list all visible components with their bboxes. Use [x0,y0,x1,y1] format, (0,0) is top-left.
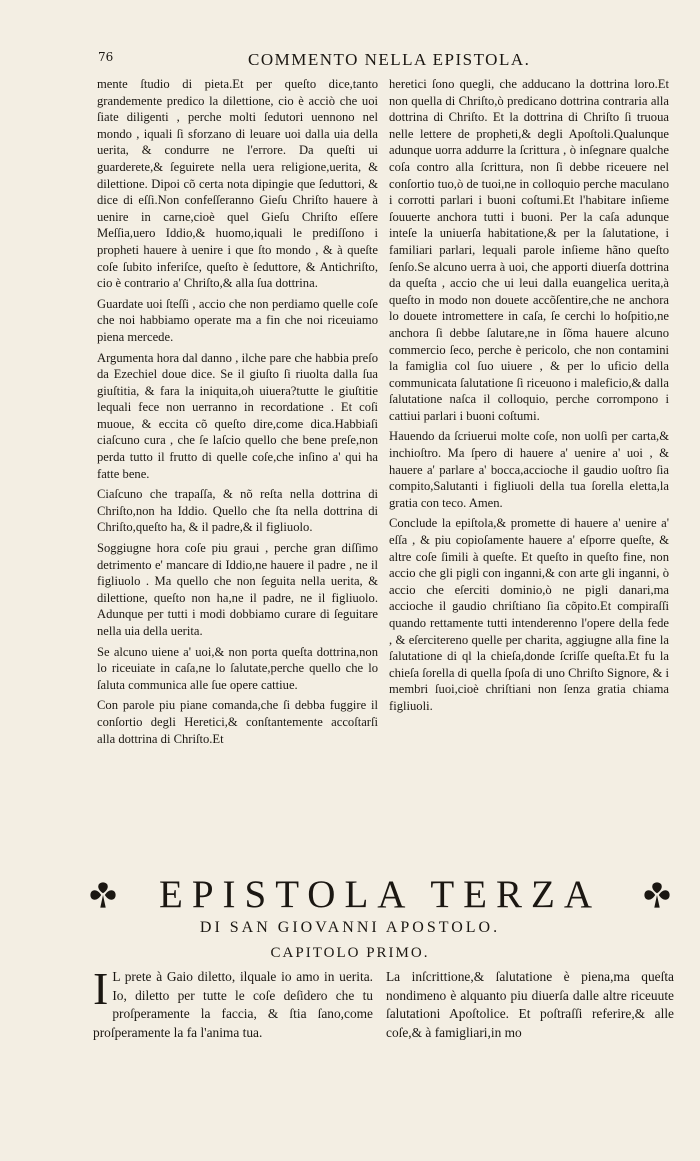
epistle-title-row [85,872,675,917]
paragraph: Hauendo da ſcriuerui molte coſe, non uolſi per carta,& inchioſtro. Ma ſpero di hauere a' uenire a' uoi , & hauere a' parlare a' bocca,accioche il gaudio uoſtro ſia compito,Salutanti i figliuoli della tua ſorella eletta,la gratia con teco. Amen. [389,429,669,510]
paragraph: Conclude la epiſtola,& promette di hauere a' uenire a' eſſa , & piu copioſamente hauere a' eſporre queſte, & altre coſe ſimili à queſte. Et queſto in queſto fine, non accio che gli pigli con inganni,& con arte gli inganni, ò accio che eſerciti dominio,ò ne pigli danari,ma accioche il gaudio chriſtiano ſia cõpito.Et compiraſſi quando rettamente tutti intenderenno l'opere della fede , & eſercitereno quelle per charita, aggiugne alla fine la ſalutatione di ql la chieſa,donde ſcriſſe queſta.Et fu la chieſa ſorella di quella ſpoſa di uno Chriſto Signore, & i membri ſuoi,cioè chriſtiani non ſenza gratia chiama figliuoli. [389,516,669,713]
epistle-title: EPISTOLA TERZA [159,873,601,916]
commentary-body: La inſcrittione,& ſalutatione è piena,ma queſta nondimeno è alquanto piu diuerſa dalle altre riceuute ſalutationi Apoſtolice. Et poſtraſſi referire,& alle coſe,& à famigliari,in mo [386,969,674,1040]
fleuron-ornament-icon [639,877,675,913]
chapter-heading: CAPITOLO PRIMO. [270,945,430,961]
paragraph: Con parole piu piane comanda,che ſi debba fuggire il conſortio degli Heretici,& conſtantemente accoſtarſi alla dottrina di Chriſto.Et [97,698,378,746]
commentary-text [386,968,674,1042]
paragraph: Guardate uoi ſteſſi , accio che non perdiamo quelle coſe che noi habbiamo operate ma a fin che noi riceuiamo piena mercede. [97,296,378,344]
paragraph: Argumenta hora dal danno , ilche pare che habbia preſo da Ezechiel doue dice. Se il giuſto ſi riuolta dalla ſua giuſtitia, & fara la iniquita,oh uiuera?tutte le giuſtitie lequali fece non uerranno in recordatione . Et coſi muoue, & eccita cõ queſto dire,come dica.Habbiaſi ciaſcuno cura , che ſe laſcio quello che bene preſe,non perda tutto il frutto di quelle coſe,che inſino a' qui ha fatte bene. [97,350,378,481]
folio-number: 76 [98,50,114,64]
paragraph: mente ſtudio di pieta.Et per queſto dice,tanto grandemente predico la dilettione, cio è acciò che uoi ſiate diligenti , perche molti ſedutori uennono nel mondo , iquali ſi sforzano di leuare uoi dalla uia della uerita, & condurre ne l'errore. Da queſti ui guarderete,& ſeguirete nella uera religione,uerita, & dilettione. Dipoi cõ certa nota dipingie que ſeduttori, & dice di eſſi.Non confeſſeranno Gieſu Chriſto hauere à uenire in carne,cioè quel Gieſu Chriſto eſſere Meſſia,uero Iddio,& huomo,iquali le prediſſono i propheti hauere à uenire i que ſto mondo , & à queſte coſe ſubito inferiſce, queſto è ſeduttore, & Antichriſto, cio è contrario a' Chriſto,& alla ſua dottrina. [97,77,378,291]
left-text-column [97,76,378,866]
paragraph: Se alcuno uiene a' uoi,& non porta queſta dottrina,non lo riceuiate in caſa,ne lo ſalutate,perche quello che lo ſaluta communica alle ſue opere cattiue. [97,644,378,692]
running-head: COMMENTO NELLA EPISTOLA. [248,50,531,69]
scripture-text [93,963,373,1042]
fleuron-ornament-icon [85,877,121,913]
paragraph: Soggiugne hora coſe piu graui , perche gran diſſimo detrimento e' mancare di Iddio,ne hauere il padre , ne il figliuolo . Ma quello che non ſeguita nella uerita, & dilettione, queſto non ha,ne il padre, ne il figliuolo. Adunque per tutti i modi dobbiamo curare di ſeguitare nella uia della uerita. [97,541,378,638]
epistle-subtitle: DI SAN GIOVANNI APOSTOLO. [199,919,501,936]
scripture-body: L prete à Gaio diletto, ilquale io amo in uerita. Io, diletto per tutte le coſe deſidero che tu proſperamente la faccia, & ſtia ſano,come proſperamente la fa l'anima tua. [93,969,373,1040]
drop-cap: I [93,963,109,1014]
paragraph: heretici ſono quegli, che adducano la dottrina loro.Et non quella di Chriſto,ò predicano dottrina contraria alla dottrina di Chriſto. Et la dottrina di Chriſto ſi truoua nelle lettere de propheti,& degli Apoſtoli.Qualunque adunque uorra addurre la ſcrittura , ò inſegnare qualche coſa contro alla ſcrittura, non ſi debbe riceuere nel conſortio tuo,ò de tuoi,ne in colloquio perche maculano i corrotti parlari i buoni coſtumi.Et l'habitare inſieme ſouuerte anchora tutti i buoni. Per la caſa adunque inteſe la uniuerſa habitatione,& per la ſalutatione, i familiari parlari, lequali parole inſieme hãno queſto ſenſo.Se alcuno uerra à uoi, che apporti diuerſa dottrina da queſta , accio che ui leui dalla euangelica uerita,à queſto in modo non douete accõſentire,che ne anchora lo douete intromettere in caſa, ſe cerchi lo hoſpitio,ne anchora ſi debbe ſalutare,ne in ſõma hauere alcuno commercio ſeco, perche è pericolo, che non contamini la famiglia col ſuo uiuere , & per lo uficio della communicata ſalutatione ſi riceuono i maleficio,& dalla ſalutatione naſca il colloquio, perche corrompono i cattiui parlari i buoni coſtumi. [389,77,669,423]
paragraph: Ciaſcuno che trapaſſa, & nõ reſta nella dottrina di Chriſto,non ha Iddio. Quello che ſta nella dottrina di Chriſto,queſto ha, & il padre,& il figliuolo. [97,487,378,535]
right-text-column [389,76,669,866]
